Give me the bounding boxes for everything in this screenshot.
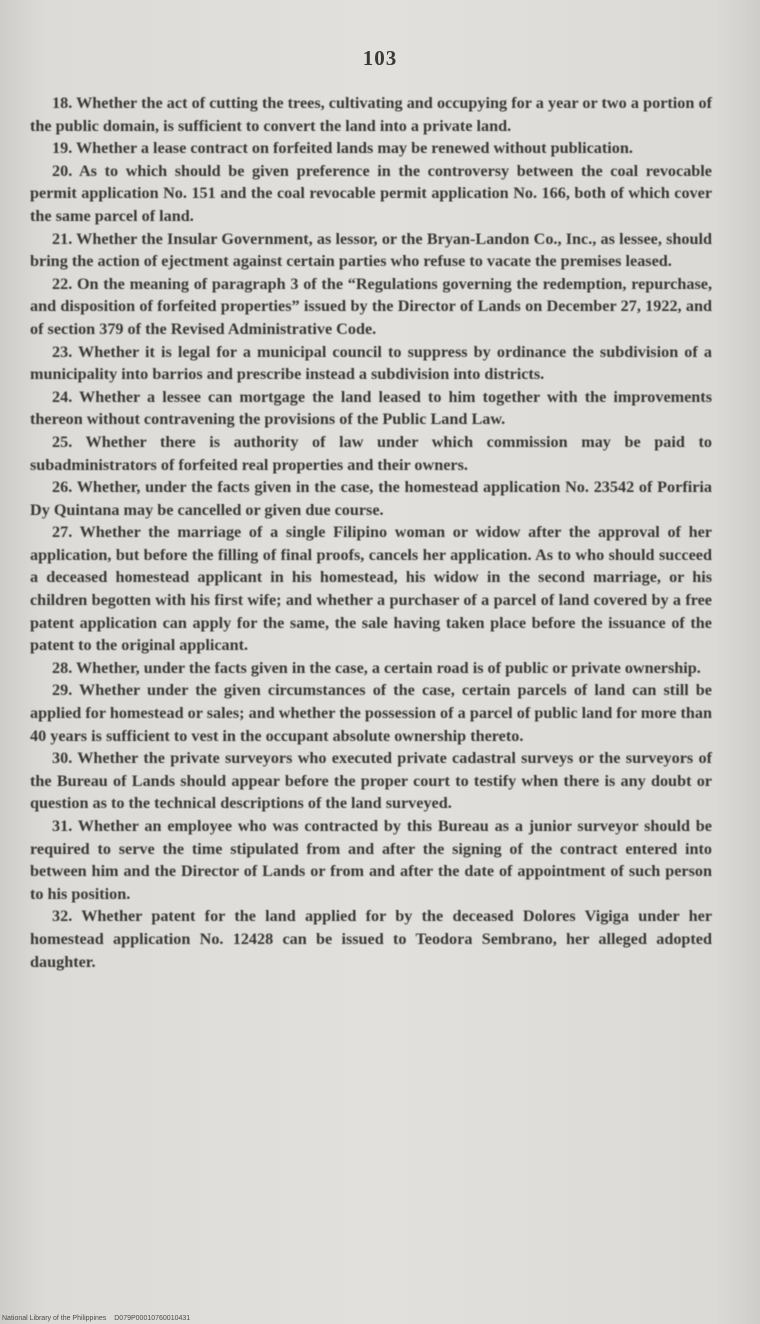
paragraph-18: 18. Whether the act of cutting the trees, cultivating and occupying for a year or two a portion of the public domain, is sufficient to convert the land into a private land. xyxy=(30,94,712,135)
paragraph-26: 26. Whether, under the facts given in the case, the homestead application No. 23542 of Porfiria Dy Quintana may be cancelled or given due course. xyxy=(30,478,712,519)
footer-library: National Library of the Philippines xyxy=(2,1315,107,1322)
paragraph-23: 23. Whether it is legal for a municipal council to suppress by ordinance the subdivision of a municipality into barrios and prescribe instead a subdivision into districts. xyxy=(30,342,712,384)
paragraph-29: 29. Whether under the given circumstances of the case, certain parcels of land can still be applied for homestead or sales; and whether the possession of a parcel of public land for more than 40 years is sufficient to vest in the occupant absolute ownership thereto. xyxy=(30,681,712,745)
paragraph-24: 24. Whether a lessee can mortgage the land leased to him together with the improvements thereon without contravening the provisions of the Public Land Law. xyxy=(30,387,712,429)
paragraph-31: 31. Whether an employee who was contracted by this Bureau as a junior surveyor should be required to serve the time stipulated from and after the signing of the contract entered into between him and the Director of Lands or from and after the date of appointment of such person to his position. xyxy=(30,817,712,903)
page-number: 103 xyxy=(362,46,398,70)
paragraph-30: 30. Whether the private surveyors who executed private cadastral surveys or the surveyors of the Bureau of Lands should appear before the proper court to testify when there is any doubt or question as to the technical descriptions of the land surveyed. xyxy=(30,749,712,813)
document-body xyxy=(30,92,712,973)
scan-footer xyxy=(2,1315,196,1322)
paragraph-19: 19. Whether a lease contract on forfeited lands may be renewed without publication. xyxy=(52,139,633,158)
paragraph-25: 25. Whether there is authority of law under which commission may be paid to subadministrators of forfeited real properties and their owners. xyxy=(30,432,712,474)
footer-code: D079P00010760010431 xyxy=(114,1315,191,1322)
paragraph-27: 27. Whether the marriage of a single Filipino woman or widow after the approval of her application, but before the filling of final proofs, cancels her application. As to who should succeed a deceased homestead applicant in his homestead, his widow in the second marriage, or his children begotten with his first wife; and whether a purchaser of a parcel of land covered by a free patent application can apply for the same, the sale having taken place before the issuance of the patent to the original applicant. xyxy=(30,523,712,655)
paragraph-32: 32. Whether patent for the land applied for by the deceased Dolores Vigiga under her homestead application No. 12428 can be issued to Teodora Sembrano, her alleged adopted daughter. xyxy=(30,907,712,971)
paragraph-20: 20. As to which should be given preference in the controversy between the coal revocable permit application No. 151 and the coal revocable permit application No. 166, both of which cover the same parcel of land. xyxy=(30,161,712,225)
paragraph-21: 21. Whether the Insular Government, as lessor, or the Bryan-Landon Co., Inc., as lessee, should bring the action of ejectment against certain parties who refuse to vacate the premises leased. xyxy=(30,229,712,271)
paragraph-28: 28. Whether, under the facts given in the case, a certain road is of public or private ownership. xyxy=(52,658,701,677)
paragraph-22: 22. On the meaning of paragraph 3 of the “Regulations governing the redemption, repurchase, and disposition of forfeited properties” issued by the Director of Lands on December 27, 1922, and of section 379 of the Revised Administrative Code. xyxy=(30,274,712,338)
